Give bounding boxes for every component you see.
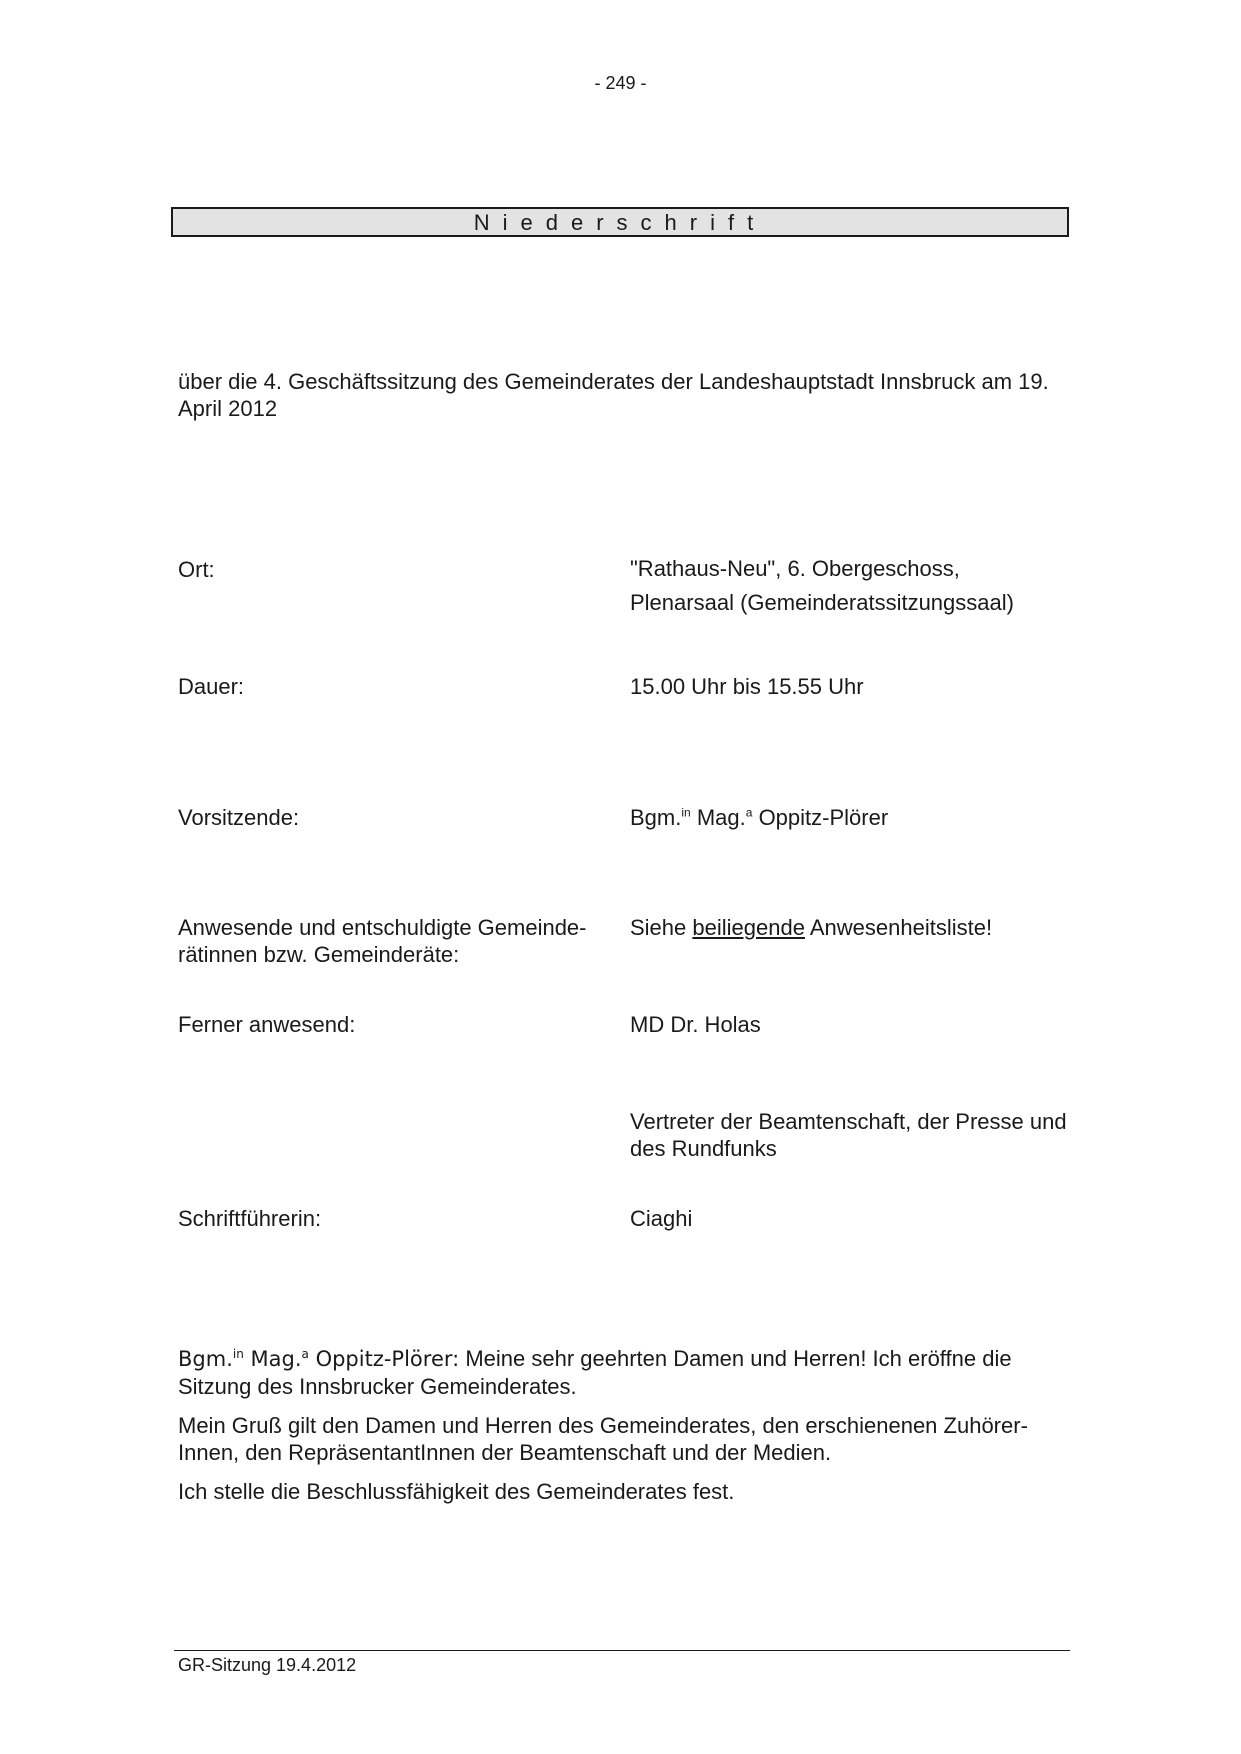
speaker-sup-a: a: [301, 1347, 309, 1361]
vorsitz-label: Vorsitzende:: [178, 805, 300, 830]
speech-paragraph-3: Ich stelle die Beschlussfähigkeit des Gemeinderates fest.: [178, 1479, 735, 1504]
vorsitz-sup-a: a: [745, 805, 753, 820]
schrift-label: Schriftführerin:: [178, 1206, 322, 1231]
speech-text-1: Meine sehr geehrten Damen und Herren! Ich eröffne die Sitzung des Innsbrucker Gemeinderates.: [178, 1346, 1012, 1399]
speaker-sup-in: in: [232, 1347, 244, 1361]
dauer-label: Dauer:: [178, 674, 245, 699]
ort-value: [630, 552, 1090, 620]
anwesende-label: Anwesende und entschuldigte Gemeinde-rätinnen bzw. Gemeinderäte:: [178, 915, 587, 967]
dauer-value: 15.00 Uhr bis 15.55 Uhr: [630, 674, 864, 699]
vorsitz-mag: Mag.: [696, 805, 746, 830]
intro-text: über die 4. Geschäftssitzung des Gemeinderates der Landeshauptstadt Innsbruck am 19. April 2012: [178, 369, 1049, 421]
speech-paragraph-1: [178, 1345, 1078, 1400]
vorsitz-sup-in: in: [681, 805, 691, 820]
anwesende-pre: Siehe: [630, 915, 687, 940]
ort-value-line2: Plenarsaal (Gemeinderatssitzungssaal): [630, 590, 1014, 615]
speech-block: [178, 1345, 1078, 1517]
vorsitz-name: Oppitz-Plörer: [758, 805, 889, 830]
speaker-title: Bgm.: [178, 1347, 233, 1371]
vorsitz-value: [630, 804, 1090, 831]
ferner-value-1: MD Dr. Holas: [630, 1012, 761, 1037]
anwesende-value: [630, 914, 1090, 941]
footer-divider: [174, 1650, 1070, 1651]
schrift-value: Ciaghi: [630, 1206, 693, 1231]
anwesende-underlined: beiliegende: [692, 915, 805, 940]
speaker: [178, 1347, 459, 1371]
speaker-mag: Mag.: [250, 1347, 302, 1371]
ort-label: Ort:: [178, 557, 215, 582]
footer-text: GR-Sitzung 19.4.2012: [178, 1655, 357, 1675]
ferner-label: Ferner anwesend:: [178, 1012, 356, 1037]
ferner-value-2: Vertreter der Beamtenschaft, der Presse und des Rundfunks: [630, 1109, 1067, 1161]
vorsitz-title: Bgm.: [630, 805, 682, 830]
ort-value-line1: "Rathaus-Neu", 6. Obergeschoss,: [630, 556, 960, 581]
anwesende-post: Anwesenheitsliste!: [809, 915, 993, 940]
speaker-name: Oppitz-Plörer:: [315, 1347, 460, 1371]
speech-paragraph-2: Mein Gruß gilt den Damen und Herren des Gemeinderates, den erschienenen Zuhörer-Innen, den RepräsentantInnen der Beamtenschaft und der Medien.: [178, 1413, 1028, 1465]
page-number: - 249 -: [594, 73, 647, 93]
document-title: Niederschrift: [171, 207, 1069, 237]
